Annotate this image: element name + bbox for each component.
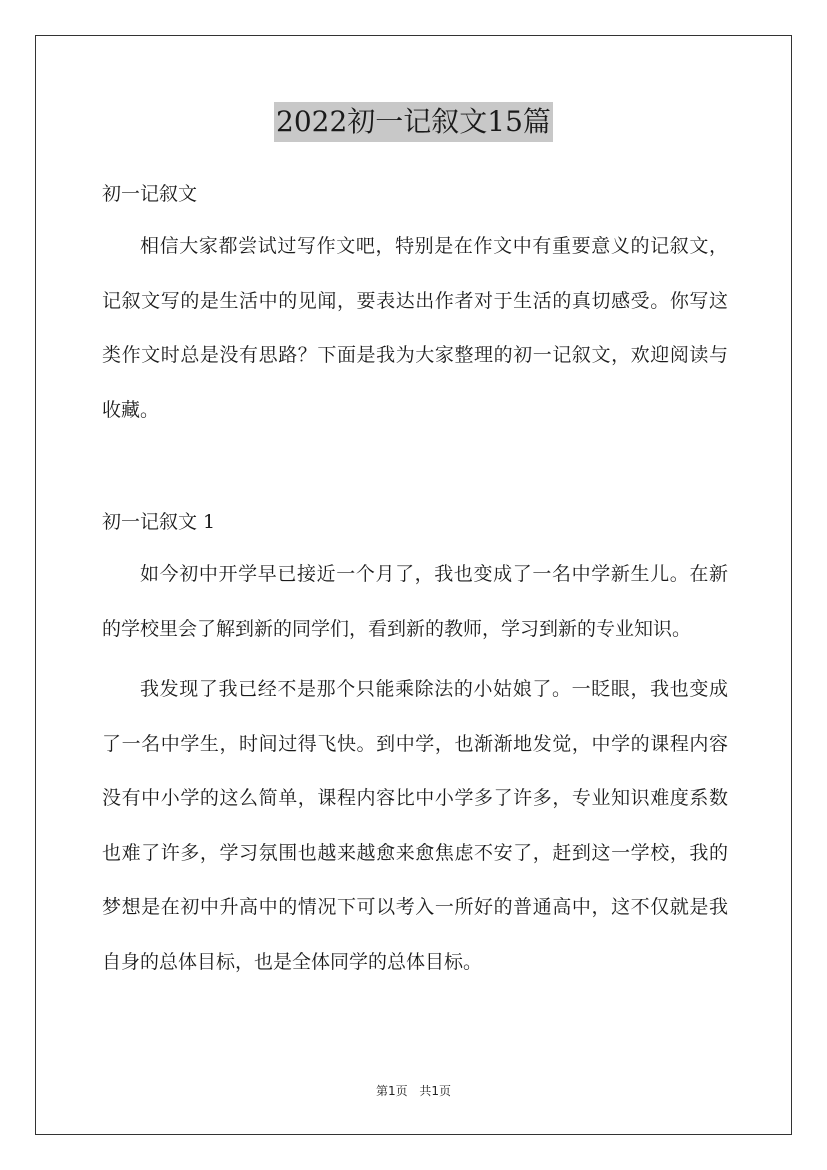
section1-heading: 初一记叙文 1 — [102, 511, 216, 533]
intro-paragraph: 相信大家都尝试过写作文吧，特别是在作文中有重要意义的记叙文，记叙文写的是生活中的见闻，要表达出作者对于生活的真切感受。你写这类作文时总是没有思路？下面是我为大家整理的初一记叙文，欢迎阅读与收藏。 — [102, 235, 728, 421]
page-total: 共1页 — [419, 1084, 452, 1098]
section1-paragraph-1: 如今初中开学早已接近一个月了，我也变成了一名中学新生儿。在新的学校里会了解到新的同学们，看到新的教师，学习到新的专业知识。 — [102, 563, 728, 640]
intro-heading: 初一记叙文 — [102, 183, 198, 205]
document-body — [102, 175, 728, 989]
section1-paragraph-2: 我发现了我已经不是那个只能乘除法的小姑娘了。一眨眼，我也变成了一名中学生，时间过得飞快。到中学，也渐渐地发觉，中学的课程内容没有中小学的这么简单，课程内容比中小学多了许多，专业知识难度系数也难了许多，学习氛围也越来越愈来愈焦虑不安了，赶到这一学校，我的梦想是在初中升高中的情况下可以考入一所好的普通高中，这不仅就是我自身的总体目标，也是全体同学的总体目标。 — [102, 678, 728, 973]
page-number: 第1页 — [375, 1084, 408, 1098]
document-title: 2022初一记叙文15篇 — [274, 102, 553, 142]
section-spacer — [102, 437, 728, 503]
page-footer — [0, 1082, 827, 1099]
title-container — [0, 102, 827, 142]
